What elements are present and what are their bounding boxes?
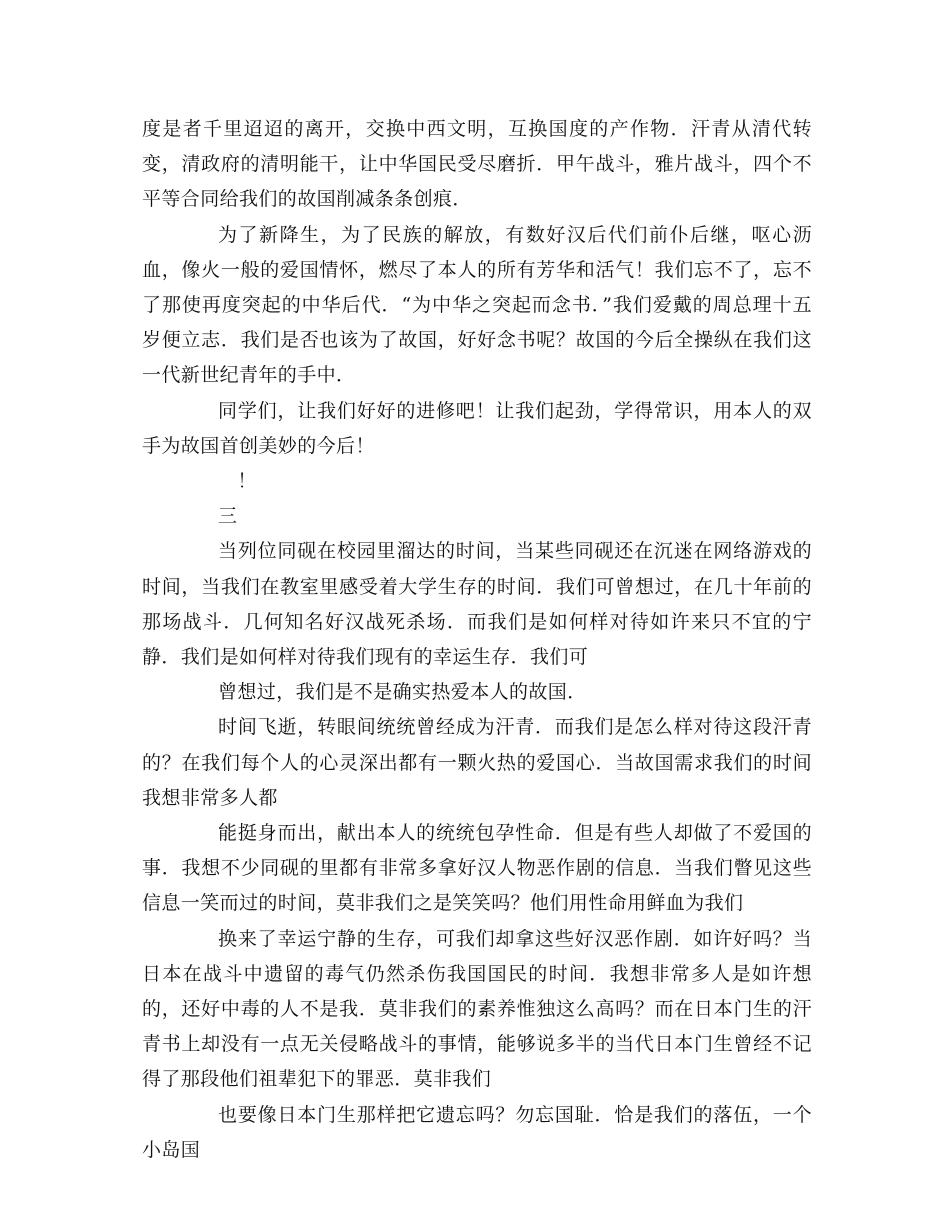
paragraph-1: 度是者千里迢迢的离开，交换中西文明，互换国度的产作物．汗青从清代转变，清政府的清明能干，让中华国民受尽磨折．甲午战斗，雅片战斗，四个不平等合同给我们的故国削减条条创痕． <box>142 118 812 211</box>
section-heading-three: 三 <box>218 505 238 528</box>
paragraph-7: 时间飞逝，转眼间统统曾经成为汗青．而我们是怎么样对待这段汗青的？在我们每个人的心灵深出都有一颗火热的爱国心．当故国需求我们的时间我想非常多人都 <box>142 716 812 809</box>
paragraph-5: 当列位同砚在校园里溜达的时间，当某些同砚还在沉迷在网络游戏的时间，当我们在教室里感受着大学生存的时间．我们可曾想过，在几十年前的那场战斗．几何知名好汉战死杀场．而我们是如何样对待如许来只不宜的宁静．我们是如何样对待我们现有的幸运生存．我们可 <box>142 540 812 669</box>
document-body <box>142 112 812 1168</box>
paragraph-2: 为了新降生，为了民族的解放，有数好汉后代们前仆后继，呕心沥血，像火一般的爱国情怀，燃尽了本人的所有芳华和活气！我们忘不了，忘不了那使再度突起的中华后代．“为中华之突起而念书．”我们爱戴的周总理十五岁便立志．我们是否也该为了故国，好好念书呢？故国的今后全操纵在我们这一代新世纪青年的手中． <box>142 223 812 387</box>
paragraph-8: 能挺身而出，献出本人的统统包孕性命．但是有些人却做了不爱国的事．我想不少同砚的里都有非常多拿好汉人物恶作剧的信息．当我们瞥见这些信息一笑而过的时间，莫非我们之是笑笑吗？他们用性命用鲜血为我们 <box>142 822 812 915</box>
paragraph-10: 也要像日本门生那样把它遗忘吗？勿忘国耻．恰是我们的落伍，一个小岛国 <box>142 1103 812 1161</box>
paragraph-4: ！ <box>218 470 257 493</box>
paragraph-9: 换来了幸运宁静的生存，可我们却拿这些好汉恶作剧．如许好吗？当日本在战斗中遗留的毒气仍然杀伤我国国民的时间．我想非常多人是如许想的，还好中毒的人不是我．莫非我们的素养惟独这么高吗？而在日本门生的汗青书上却没有一点无关侵略战斗的事情，能够说多半的当代日本门生曾经不记得了那段他们祖辈犯下的罪恶．莫非我们 <box>142 927 812 1091</box>
paragraph-6: 曾想过，我们是不是确实热爱本人的故国． <box>218 681 587 704</box>
paragraph-3: 同学们，让我们好好的进修吧！让我们起劲，学得常识，用本人的双手为故国首创美妙的今后！ <box>142 399 812 457</box>
